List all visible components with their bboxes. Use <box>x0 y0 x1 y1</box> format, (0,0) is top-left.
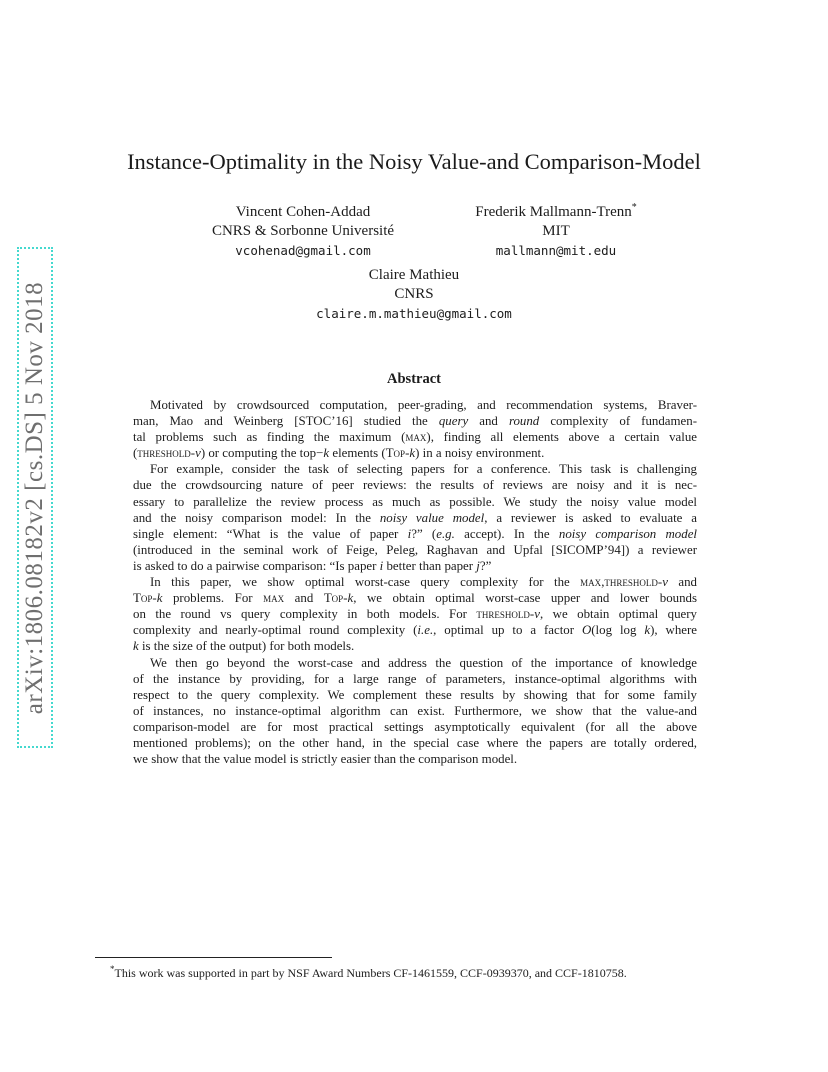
author-name: Claire Mathieu <box>368 267 460 283</box>
abstract-paragraph <box>133 461 697 574</box>
footnote-text: This work was supported in part by NSF Award Numbers CF-1461559, CCF-0939370, and CCF-1810758. <box>114 966 627 980</box>
abstract-line: k is the size of the output) for both models. <box>133 639 355 654</box>
footnote <box>95 962 743 981</box>
abstract-line: (threshold-v) or computing the top−k elements (Top-k) in a noisy environment. <box>133 446 545 461</box>
author-affiliation: MIT <box>542 223 570 239</box>
abstract-line: tal problems such as finding the maximum (max), finding all elements above a certain value <box>133 430 697 445</box>
abstract-line: Top-k problems. For max and Top-k, we obtain optimal worst-case upper and lower bounds <box>133 591 697 606</box>
abstract-line: due the crowdsourcing nature of peer reviews: the results of reviews are noisy and it is nec- <box>133 478 697 493</box>
abstract-line: man, Mao and Weinberg [STOC’16] studied the query and round complexity of fundamen- <box>133 414 697 429</box>
paper-title: Instance-Optimality in the Noisy Value-and Comparison-Model <box>127 149 701 174</box>
author-name: Frederik Mallmann-Trenn* <box>475 202 637 220</box>
abstract-paragraph <box>133 574 697 654</box>
abstract-line: on the round vs query complexity in both models. For threshold-v, we obtain optimal query <box>133 607 697 622</box>
footnote-rule <box>95 957 332 958</box>
abstract-body <box>133 397 697 767</box>
abstract-line: mentioned problems); on the other hand, in the special case where the papers are totally ordered, <box>133 735 697 750</box>
author-affiliation: CNRS & Sorbonne Université <box>211 223 395 239</box>
abstract-line: single element: “What is the value of paper i?” (e.g. accept). In the noisy comparison model <box>133 526 698 541</box>
author-name: Vincent Cohen-Addad <box>235 204 371 220</box>
author-block-claire <box>284 261 544 323</box>
abstract-line: For example, consider the task of selecting papers for a conference. This task is challenging <box>150 462 697 477</box>
abstract-line: complexity and nearly-optimal round complexity (i.e., optimal up to a factor O(log log k), where <box>133 623 697 638</box>
abstract-line: respect to the query complexity. We complement these results by showing that for some family <box>133 687 697 702</box>
abstract-paragraph <box>133 655 697 768</box>
author-email: vcohenad@gmail.com <box>235 243 371 258</box>
abstract-line: We then go beyond the worst-case and address the question of the importance of knowledge <box>150 655 697 670</box>
abstract-line: of the instance by providing, for a large range of parameters, instance-optimal algorithms with <box>133 671 697 686</box>
arxiv-watermark-text: arXiv:1806.08182v2 [cs.DS] 5 Nov 2018 <box>21 281 48 714</box>
abstract-line: (introduced in the seminal work of Feige, Peleg, Raghavan and Upfal [SICOMP’94]) a reviewer <box>133 542 697 557</box>
footnote-marker: * <box>110 964 115 974</box>
abstract-line: Motivated by crowdsourced computation, peer-grading, and recommendation systems, Braver- <box>150 398 697 412</box>
author-block-frederik <box>426 198 686 260</box>
arxiv-watermark <box>17 247 53 748</box>
author-footnote-marker: * <box>631 202 637 213</box>
author-affiliation: CNRS <box>394 286 434 302</box>
abstract-line: comparison-model are for most practical settings asymptotically equivalent (for all the above <box>133 719 697 734</box>
abstract-heading: Abstract <box>387 371 441 387</box>
abstract-line: In this paper, we show optimal worst-case query complexity for the max,threshold-v and <box>150 575 697 590</box>
abstract-line: of instances, no instance-optimal algorithm can exist. Furthermore, we show that the value-and <box>133 703 697 718</box>
author-email: claire.m.mathieu@gmail.com <box>316 306 512 321</box>
abstract-paragraph <box>133 397 697 461</box>
abstract-line: essary to parallelize the review process as much as possible. We study the noisy value model <box>133 494 697 509</box>
abstract-line: is asked to do a pairwise comparison: “Is paper i better than paper j?” <box>133 558 492 573</box>
abstract-line: we show that the value model is strictly easier than the comparison model. <box>133 752 518 767</box>
abstract-line: and the noisy comparison model: In the noisy value model, a reviewer is asked to evaluate a <box>133 510 697 525</box>
author-email: mallmann@mit.edu <box>495 243 617 258</box>
author-block-vincent <box>173 198 433 260</box>
